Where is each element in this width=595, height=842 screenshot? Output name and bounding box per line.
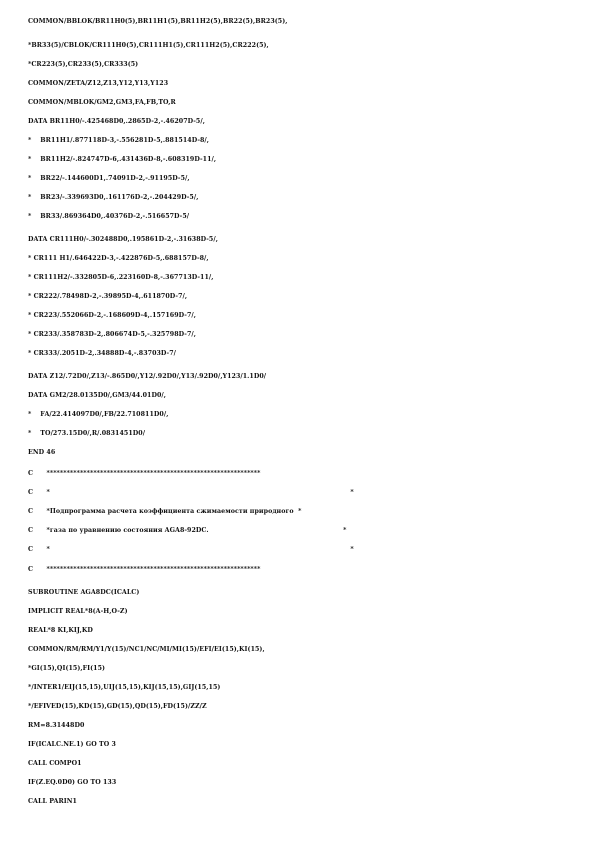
code-line: *BR33(5)/CBLOK/CR111H0(5),CR111H1(5),CR111H2(5),CR222(5), [28,42,269,49]
code-line: CALL COMPO1 [28,760,82,767]
code-line: C *Подпрограмма расчета коэффициента сжимаемости природного * [28,508,302,515]
code-line: */INTER1/EIJ(15,15),UIJ(15,15),KIJ(15,15),GIJ(15,15) [28,684,221,691]
code-line: END 46 [28,449,56,456]
code-line: IMPLICIT REAL*8(A-H,O-Z) [28,608,128,615]
code-line: * CR111 H1/.646422D-3,-.422876D-5,.688157D-8/, [28,255,209,262]
code-line: SUBROUTINE AGA8DC(ICALC) [28,589,140,596]
code-line: IF(Z.EQ.0D0) GO TO 133 [28,779,117,786]
code-line: DATA Z12/.72D0/,Z13/-.865D0/,Y12/.92D0/,Y13/.92D0/,Y123/1.1D0/ [28,373,267,380]
code-line: COMMON/ZETA/Z12,Z13,Y12,Y13,Y123 [28,80,169,87]
code-line: DATA CR111H0/-.302488D0,.195861D-2,-.31638D-5/, [28,236,218,243]
code-line: IF(ICALC.NE.1) GO TO 3 [28,741,116,748]
code-line: * BR22/-.144600D1,.74091D-2,-.91195D-5/, [28,175,190,182]
code-line: * BR11H1/.877118D-3,-.556281D-5,.881514D-8/, [28,137,210,144]
code-line: C **************************************************************** [28,470,261,477]
code-line: C **************************************************************** [28,566,261,573]
code-line: COMMON/BBLOK/BR11H0(5),BR11H1(5),BR11H2(5),BR22(5),BR23(5), [28,18,288,25]
code-line: * CR223/.552066D-2,-.168609D-4,.157169D-7/, [28,312,196,319]
code-line: * CR233/.358783D-2,.806674D-5,-.325798D-7/, [28,331,196,338]
code-line: C *газа по уравнению состояния AGA8-92DC. * [28,527,347,534]
code-line: REAL*8 KI,KIJ,KD [28,627,93,634]
code-line: */EFIVED(15),KD(15),GD(15),QD(15),FD(15)/ZZ/Z [28,703,207,710]
code-line: * TO/273.15D0/,R/.0831451D0/ [28,430,146,437]
code-line: COMMON/RM/RM/Y1/Y(15)/NC1/NC/MI/MI(15)/EFI/EI(15),KI(15), [28,646,265,653]
code-line: * BR11H2/-.824747D-6,.431436D-8,-.608319D-11/, [28,156,217,163]
code-line: DATA GM2/28.0135D0/,GM3/44.01D0/, [28,392,166,399]
code-line: CALL PARIN1 [28,798,77,805]
code-line: * BR23/-.339693D0,.161176D-2,-.204429D-5/, [28,194,199,201]
code-line: *CR223(5),CR233(5),CR333(5) [28,61,139,68]
code-line: COMMON/MBLOK/GM2,GM3,FA,FB,TO,R [28,99,176,106]
code-line: DATA BR11H0/-.425468D0,.2865D-2,-.46207D-5/, [28,118,205,125]
code-line: RM=8.31448D0 [28,722,85,729]
code-line: * BR33/.869364D0,.40376D-2,-.516657D-5/ [28,213,190,220]
code-line: C * * [28,546,354,553]
code-line: *GI(15),QI(15),FI(15) [28,665,106,672]
code-line: * CR222/.78498D-2,-.39895D-4,.611870D-7/, [28,293,188,300]
code-line: C * * [28,489,354,496]
code-line: * CR111H2/-.332805D-6,.223160D-8,-.367713D-11/, [28,274,214,281]
code-line: * FA/22.414097D0/,FB/22.710811D0/, [28,411,169,418]
code-line: * CR333/.2051D-2,.34888D-4,-.83703D-7/ [28,350,177,357]
